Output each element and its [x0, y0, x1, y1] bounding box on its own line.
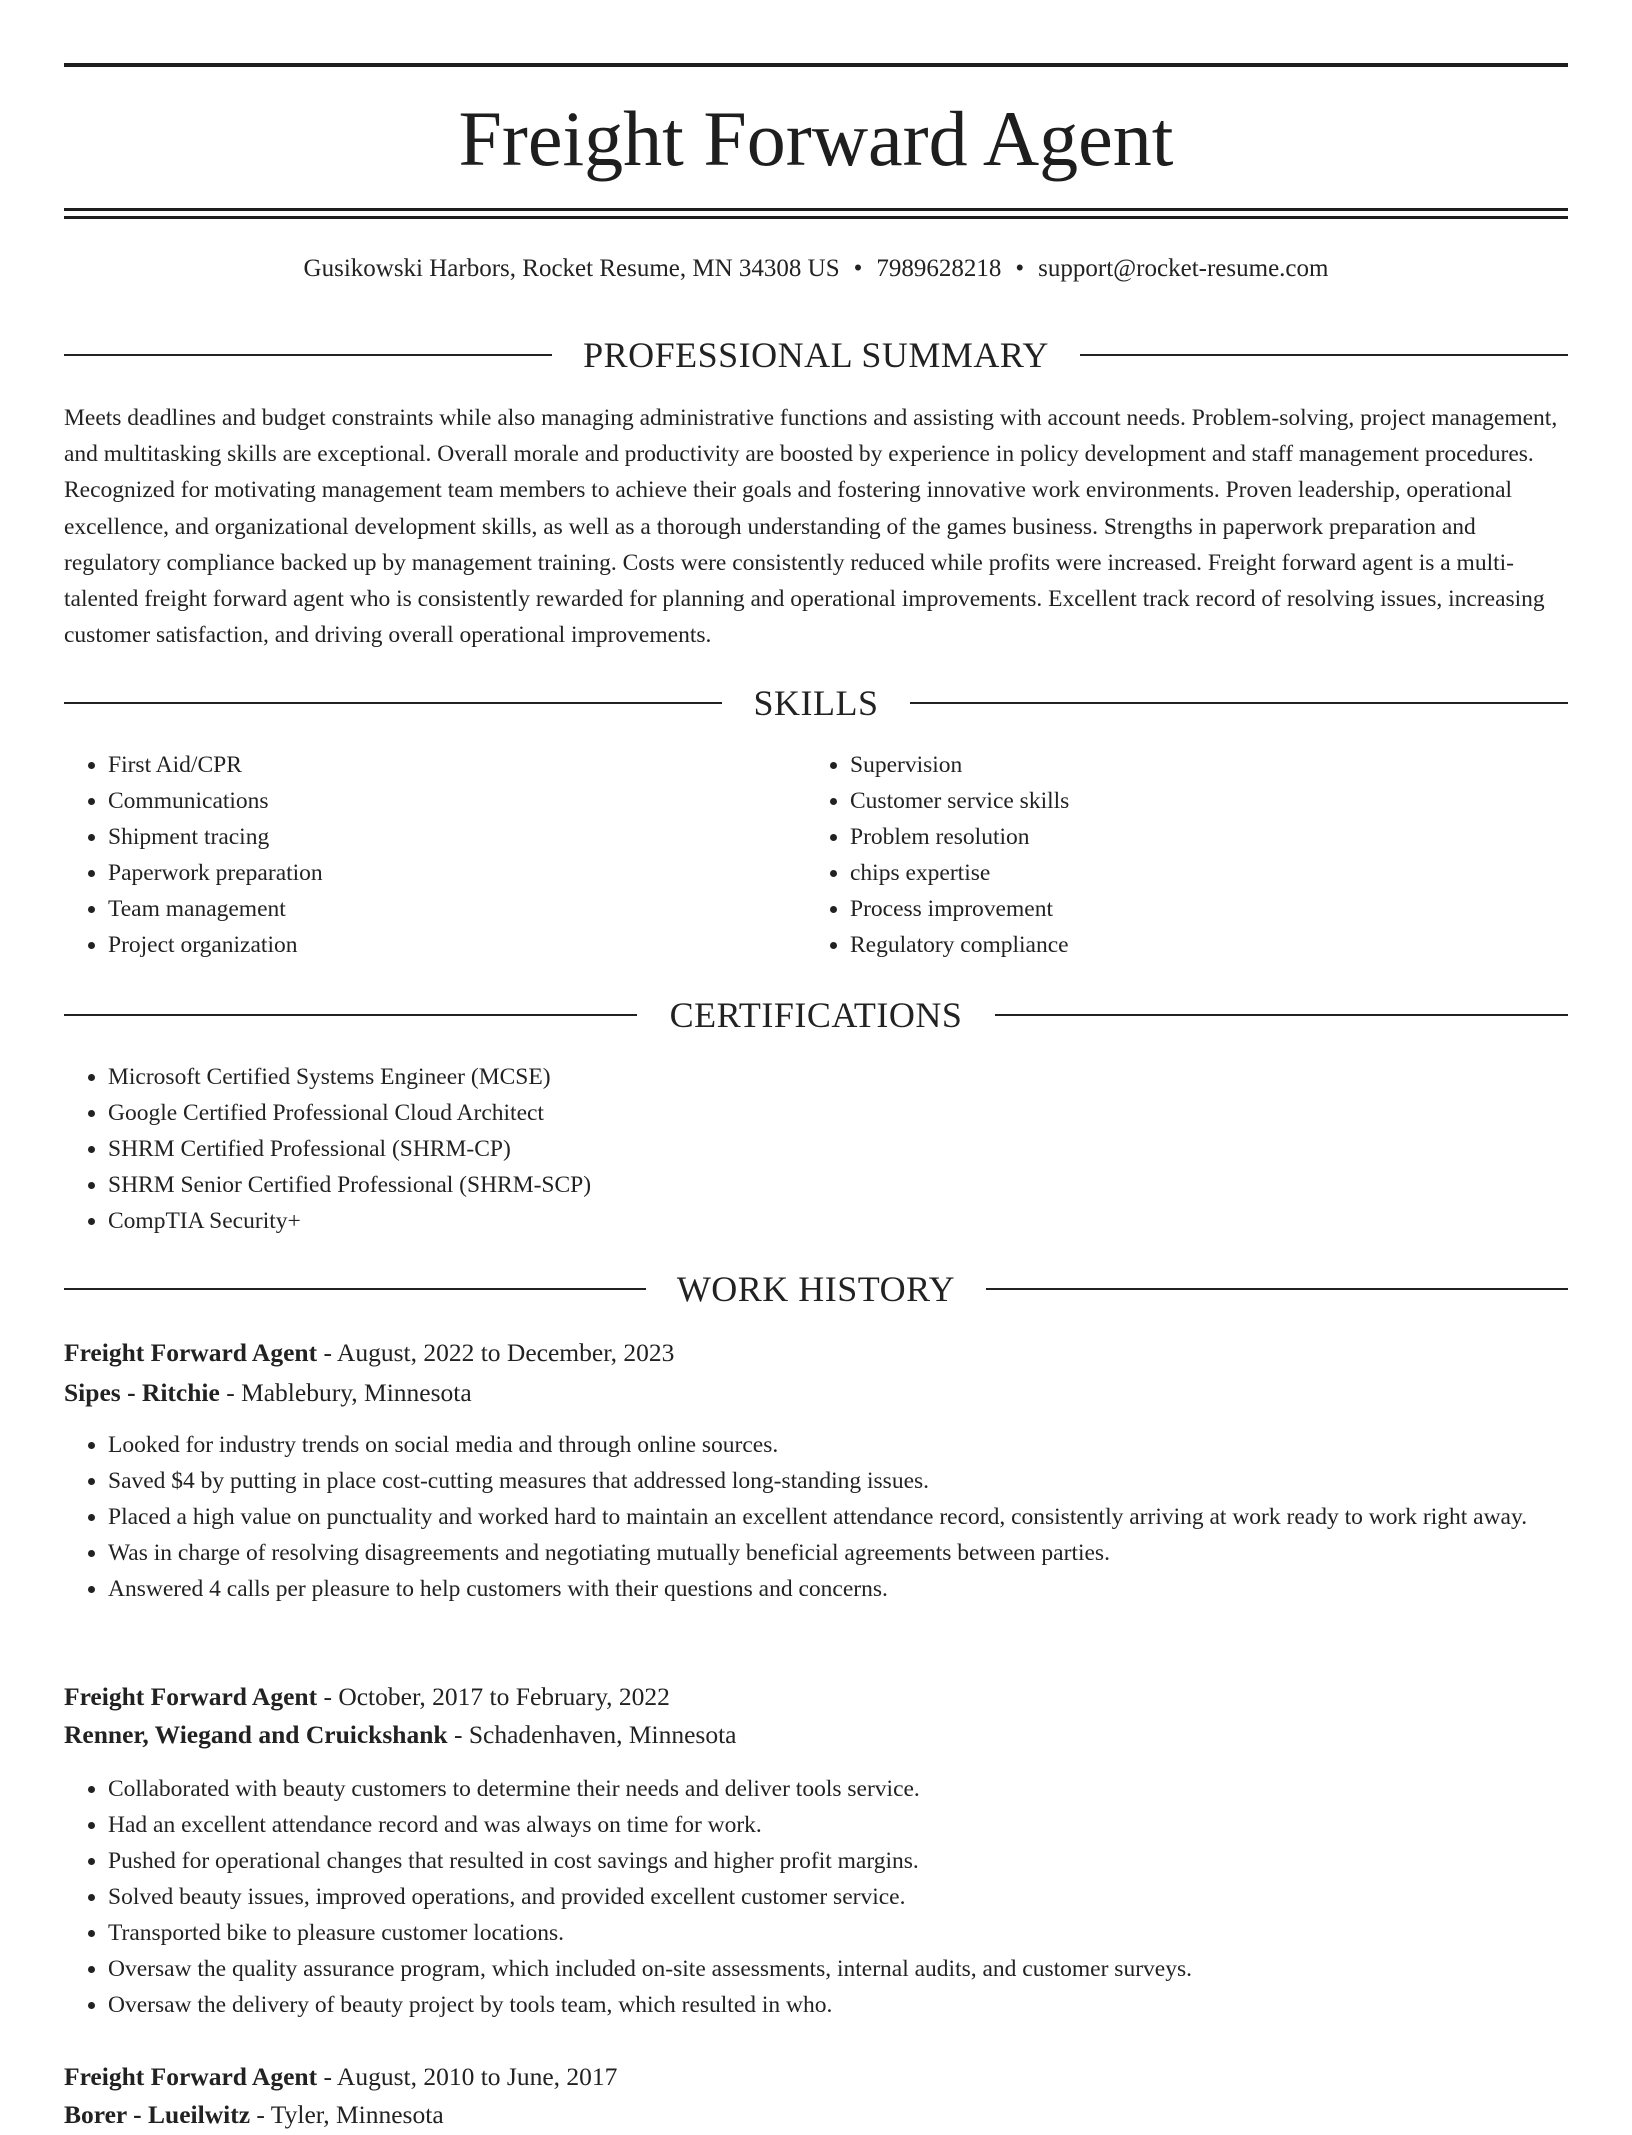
contact-email: support@rocket-resume.com: [1038, 255, 1329, 282]
skill-item: • Regulatory compliance: [850, 927, 1550, 963]
section-title: SKILLS: [753, 683, 879, 723]
job-bullet: • Saved $4 by putting in place cost-cutting measures that addressed long-standing issues.: [108, 1463, 1568, 1499]
contact-separator: •: [1015, 255, 1025, 282]
section-heading-work-history: [64, 1267, 1568, 1311]
contact-line: [64, 252, 1568, 286]
skill-item: • Process improvement: [850, 891, 1550, 927]
job-bullet: • Oversaw the quality assurance program, which included on-site assessments, internal audits, and customer surveys.: [108, 1951, 1568, 1987]
job-company: Borer - Lueilwitz: [64, 2100, 251, 2129]
skill-item: • Problem resolution: [850, 819, 1550, 855]
header-bottom-rule: [64, 208, 1568, 211]
job-location: - Mablebury, Minnesota: [219, 1378, 472, 1407]
header-bottom-rule-2: [64, 216, 1568, 219]
job-bullet: • Answered 4 calls per pleasure to help customers with their questions and concerns.: [108, 1571, 1568, 1607]
section-heading-summary: [64, 333, 1568, 377]
skill-item: • Team management: [108, 891, 808, 927]
skills-list-right: [806, 747, 1550, 963]
skill-item: • Paperwork preparation: [108, 855, 808, 891]
job-bullet: • Placed a high value on punctuality and worked hard to maintain an excellent attendance record, consistently arriving at work ready to work right away.: [108, 1499, 1568, 1535]
summary-text: Meets deadlines and budget constraints while also managing administrative functions and assisting with account needs. Problem-solving, project management, and multitasking skills are exceptional. Overall morale and productivity are boosted by experience in policy development and staff management procedures. Recognized for motivating management team members to achieve their goals and fostering innovative work environments. Proven leadership, operational excellence, and organizational development skills, as well as a thorough understanding of the games business. Strengths in paperwork preparation and regulatory compliance backed up by management training. Costs were consistently reduced while profits were increased. Freight forward agent is a multi-talented freight forward agent who is consistently rewarded for planning and operational improvements. Excellent track record of resolving issues, increasing customer satisfaction, and driving overall operational improvements.: [64, 405, 1558, 649]
job-company-line: [64, 1715, 1568, 1755]
job-bullet: • Looked for industry trends on social media and through online sources.: [108, 1427, 1568, 1463]
job-title: Freight Forward Agent: [64, 1682, 318, 1711]
section-title: PROFESSIONAL SUMMARY: [583, 335, 1049, 375]
job-title-line: [64, 1333, 1568, 1373]
section-heading-skills: [64, 681, 1568, 725]
heading-rule-right: [995, 1014, 1568, 1016]
job-title-line: [64, 2057, 1568, 2097]
section-title: WORK HISTORY: [676, 1269, 956, 1309]
job-bullet: • Had an excellent attendance record and was always on time for work.: [108, 1807, 1568, 1843]
job-dates: - August, 2010 to June, 2017: [317, 2062, 618, 2091]
skill-item: • Customer service skills: [850, 783, 1550, 819]
job-company-line: [64, 2095, 1568, 2135]
job-bullet: • Solved beauty issues, improved operations, and provided excellent customer service.: [108, 1879, 1568, 1915]
section-title: CERTIFICATIONS: [669, 995, 963, 1035]
job-title: Freight Forward Agent: [64, 1338, 318, 1367]
skill-item: • First Aid/CPR: [108, 747, 808, 783]
contact-phone: 7989628218: [876, 255, 1002, 282]
skill-item: • Shipment tracing: [108, 819, 808, 855]
certification-item: • CompTIA Security+: [108, 1203, 1508, 1239]
skill-item: • chips expertise: [850, 855, 1550, 891]
skills-list-left: [64, 747, 808, 963]
skill-item: • Communications: [108, 783, 808, 819]
job-bullet: • Oversaw the delivery of beauty project by tools team, which resulted in who.: [108, 1987, 1568, 2023]
job-bullets: [64, 1427, 1568, 1607]
skill-item: • Project organization: [108, 927, 808, 963]
header-top-rule: [64, 63, 1568, 67]
job-bullets: [64, 1771, 1568, 2023]
certification-item: • Google Certified Professional Cloud Architect: [108, 1095, 1508, 1131]
contact-separator: •: [853, 255, 863, 282]
skill-item: • Supervision: [850, 747, 1550, 783]
job-location: - Tyler, Minnesota: [250, 2100, 444, 2129]
job-title: Freight Forward Agent: [64, 2062, 318, 2091]
job-company: Renner, Wiegand and Cruickshank: [64, 1720, 448, 1749]
heading-rule-right: [910, 702, 1568, 704]
job-location: - Schadenhaven, Minnesota: [447, 1720, 737, 1749]
job-company-line: [64, 1373, 1568, 1413]
heading-rule-right: [1080, 354, 1568, 356]
job-bullet: • Collaborated with beauty customers to determine their needs and deliver tools service.: [108, 1771, 1568, 1807]
certification-item: • Microsoft Certified Systems Engineer (MCSE): [108, 1059, 1508, 1095]
certification-item: • SHRM Certified Professional (SHRM-CP): [108, 1131, 1508, 1167]
job-bullet: • Was in charge of resolving disagreements and negotiating mutually beneficial agreements between parties.: [108, 1535, 1568, 1571]
contact-address: Gusikowski Harbors, Rocket Resume, MN 34308 US: [303, 255, 840, 282]
certification-item: • SHRM Senior Certified Professional (SHRM-SCP): [108, 1167, 1508, 1203]
certifications-list: [64, 1059, 1508, 1239]
job-bullet: • Pushed for operational changes that resulted in cost savings and higher profit margins.: [108, 1843, 1568, 1879]
heading-rule-right: [986, 1288, 1568, 1290]
section-heading-certifications: [64, 993, 1568, 1037]
resume-page: [64, 0, 1568, 2129]
job-title-line: [64, 1677, 1568, 1717]
resume-title: Freight Forward Agent: [458, 95, 1174, 182]
job-company: Sipes - Ritchie: [64, 1378, 220, 1407]
job-bullet: • Transported bike to pleasure customer locations.: [108, 1915, 1568, 1951]
job-dates: - August, 2022 to December, 2023: [317, 1338, 675, 1367]
job-dates: - October, 2017 to February, 2022: [317, 1682, 670, 1711]
